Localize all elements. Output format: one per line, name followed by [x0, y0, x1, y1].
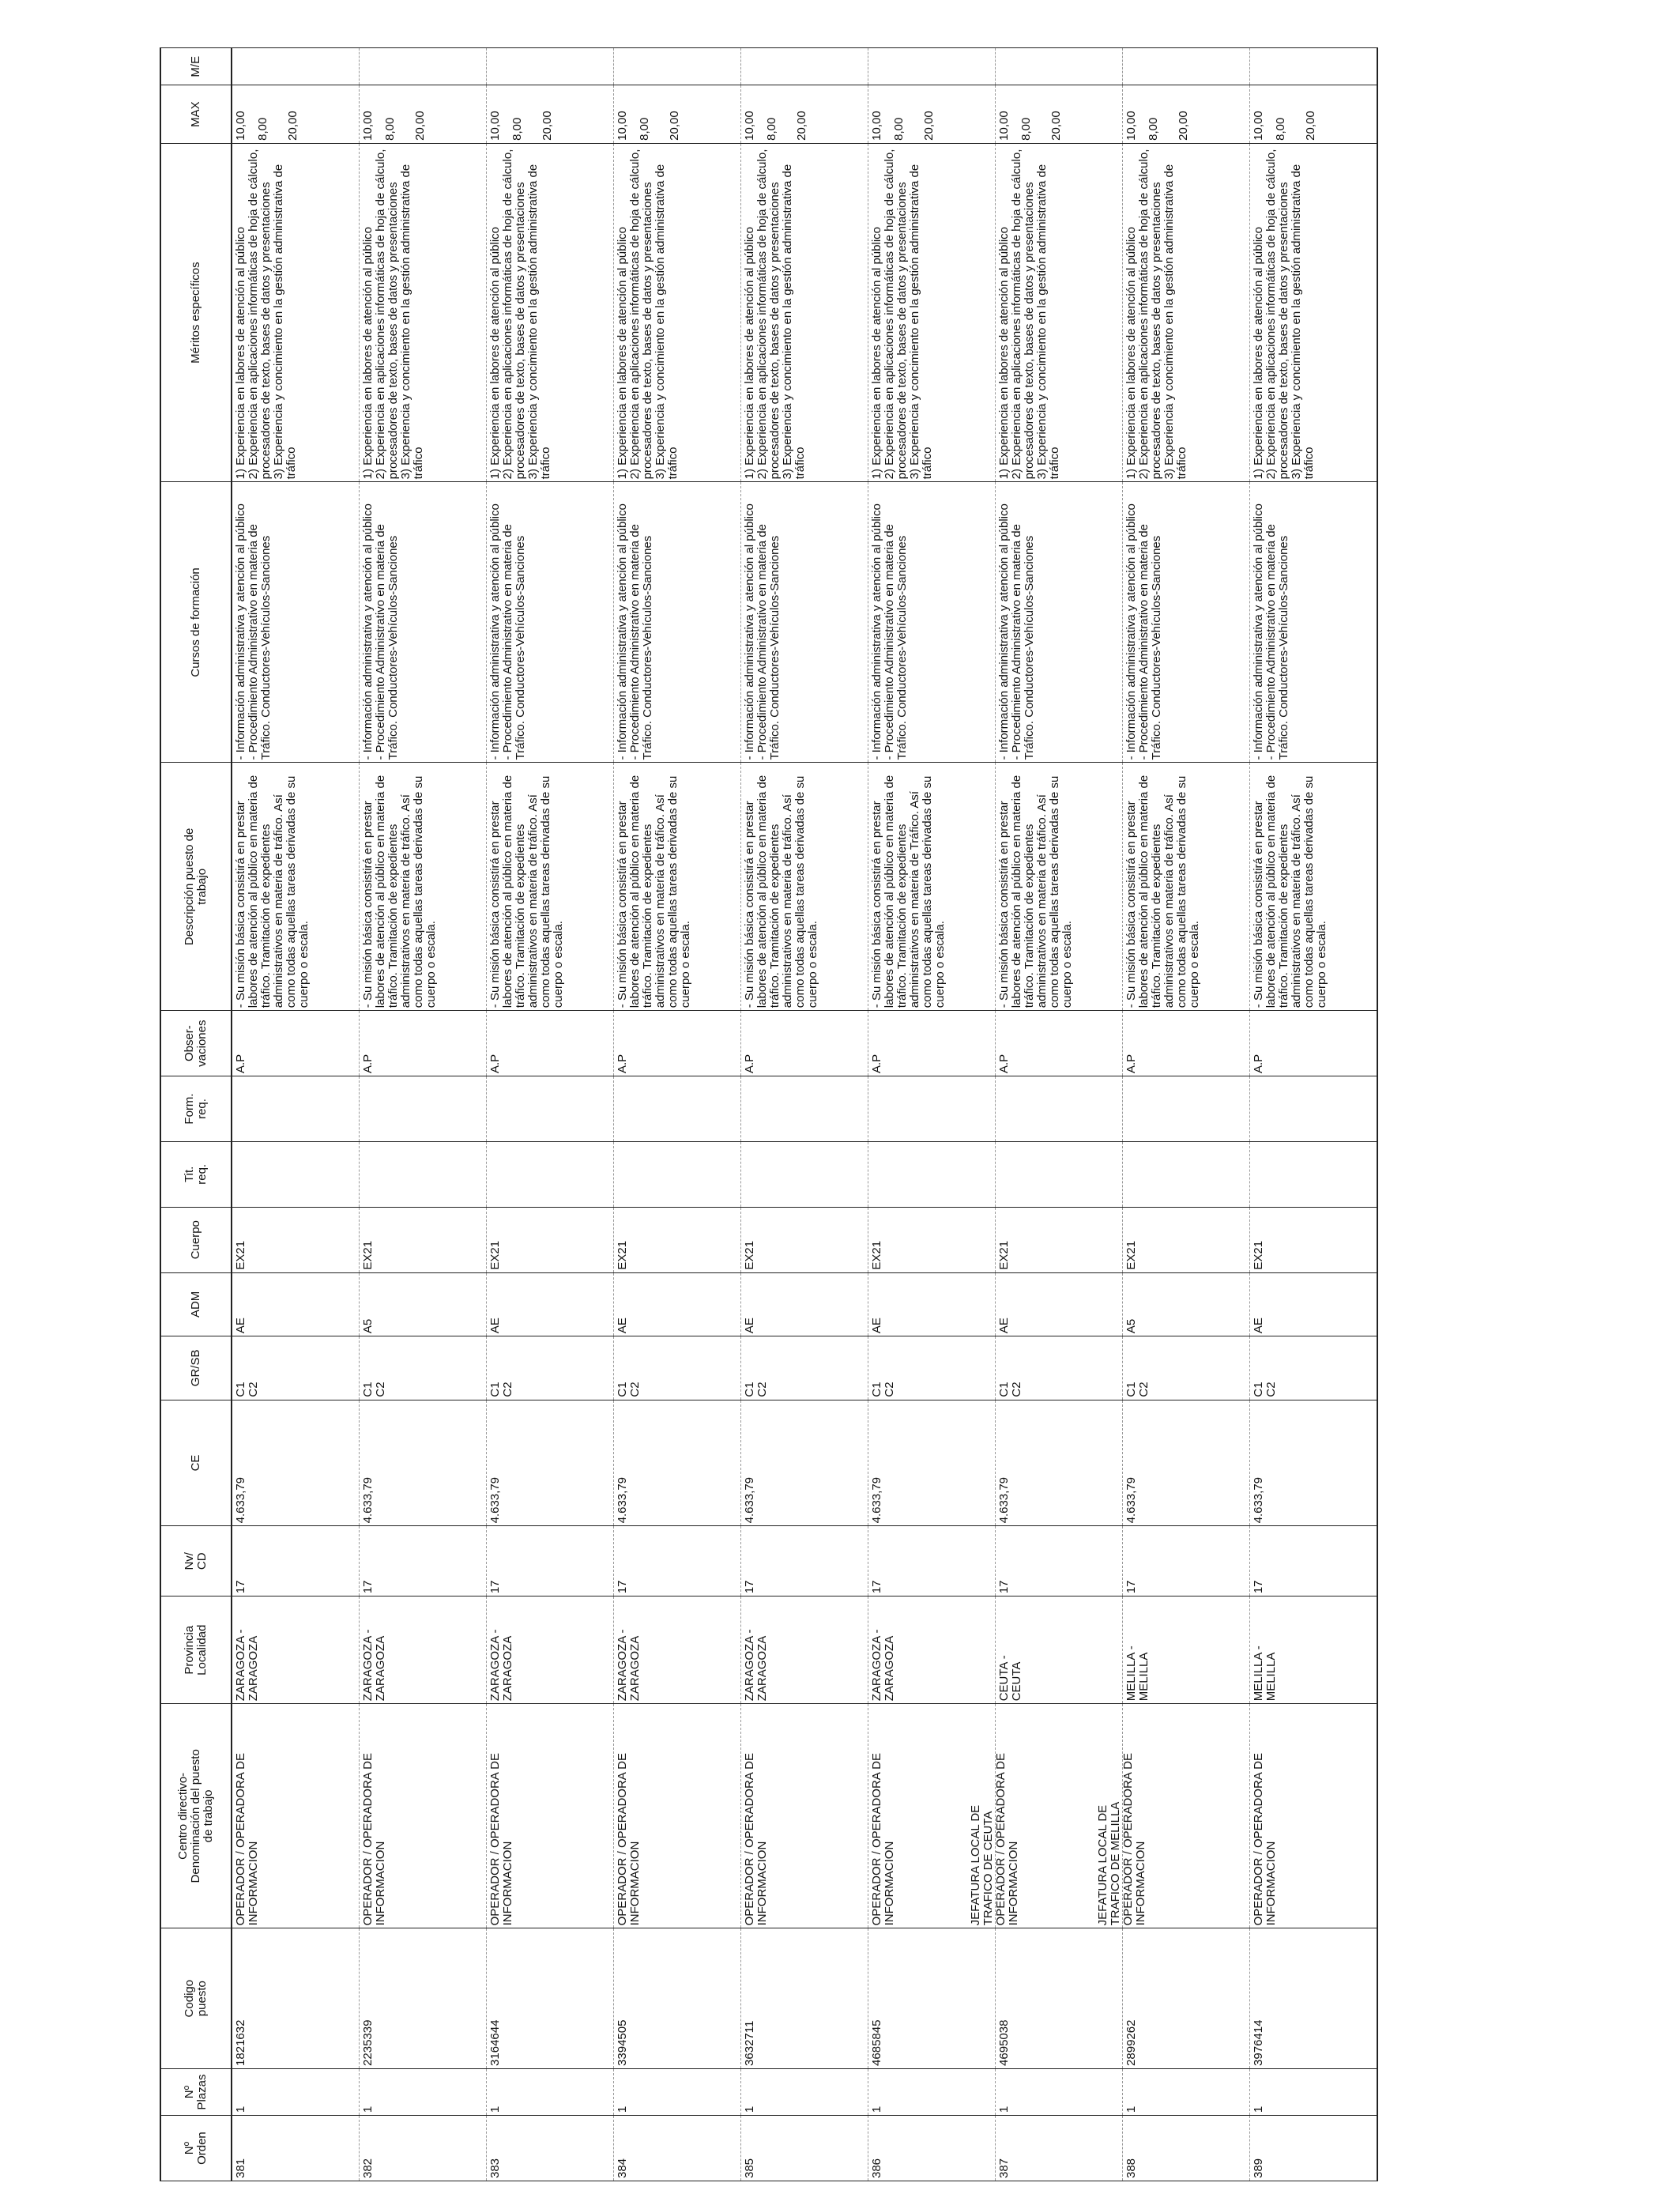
- cell-obs: A.P: [868, 1011, 996, 1076]
- centro-denominacion: OPERADOR / OPERADORA DE INFORMACION: [994, 1753, 1020, 1926]
- cell-grsb: C1 C2: [232, 1336, 360, 1400]
- cell-adm: AE: [232, 1272, 360, 1336]
- cell-adm: AE: [741, 1272, 868, 1336]
- cell-meritos: 1) Experiencia en labores de atención al público 2) Experiencia en aplicaciones informáticas de hoja de cálculo, procesadores de texto, bases de datos y presentaciones 3) Experiencia y concimiento en la gestión administrativa de tráfico: [614, 143, 741, 482]
- cell-cursos: - Información administrativa y atención al público - Procedimiento Administrativo en materia de Tráfico. Conductores-Vehículos-Sanciones: [1123, 482, 1250, 763]
- cell-plazas: 1: [232, 2068, 360, 2115]
- header-obs: Obser- vaciones: [160, 1011, 232, 1076]
- cell-plazas: 1: [1250, 2068, 1378, 2115]
- cell-orden: 384: [614, 2116, 741, 2181]
- cell-centro: [487, 1704, 614, 1928]
- cell-codigo: 3976414: [1250, 1928, 1378, 2069]
- cell-provincia: MELILLA - MELILLA: [1250, 1596, 1378, 1704]
- cell-ce: 4.633,79: [487, 1400, 614, 1526]
- job-positions-table: [160, 47, 1378, 2181]
- centro-denominacion: OPERADOR / OPERADORA DE INFORMACION: [361, 1753, 387, 1926]
- cell-obs: A.P: [232, 1011, 360, 1076]
- cell-codigo: 4695038: [996, 1928, 1123, 2069]
- cell-nivel: 17: [996, 1526, 1123, 1596]
- cell-orden: 386: [868, 2116, 996, 2181]
- cell-descripcion: - Su misión básica consistirá en prestar labores de atención al público en materia de tráfico. Tramitación de expedientes administrativos en materia de Tráfico. Así como todas aquellas tareas derivadas de su cuerpo o escala.: [868, 763, 996, 1011]
- header-provincia: Provincia Localidad: [160, 1596, 232, 1704]
- cell-grsb: C1 C2: [360, 1336, 487, 1400]
- cell-form: [1123, 1076, 1250, 1142]
- cell-form: [741, 1076, 868, 1142]
- header-cuerpo: Cuerpo: [160, 1207, 232, 1272]
- cell-tit: [487, 1141, 614, 1207]
- header-grsb: GR/SB: [160, 1336, 232, 1400]
- max-value: 8,00: [1274, 117, 1287, 141]
- cell-descripcion: - Su misión básica consistirá en prestar labores de atención al público en materia de tráfico. Tramitación de expedientes administrativos en materia de tráfico. Así como todas aquellas tareas derivadas de su cuerpo o escala.: [741, 763, 868, 1011]
- max-value: 20,00: [922, 111, 936, 141]
- cell-tit: [741, 1141, 868, 1207]
- cell-nivel: 17: [614, 1526, 741, 1596]
- max-value: 20,00: [286, 111, 299, 141]
- cell-ce: 4.633,79: [868, 1400, 996, 1526]
- cell-meritos: 1) Experiencia en labores de atención al público 2) Experiencia en aplicaciones informáticas de hoja de cálculo, procesadores de texto, bases de datos y presentaciones 3) Experiencia y concimiento en la gestión administrativa de tráfico: [360, 143, 487, 482]
- cell-cuerpo: EX21: [232, 1207, 360, 1272]
- cell-me: [868, 48, 996, 85]
- header-meritos: Méritos específicos: [160, 143, 232, 482]
- cell-cuerpo: EX21: [360, 1207, 487, 1272]
- cell-form: [232, 1076, 360, 1142]
- max-value: 10,00: [361, 111, 375, 141]
- cell-meritos: 1) Experiencia en labores de atención al público 2) Experiencia en aplicaciones informáticas de hoja de cálculo, procesadores de texto, bases de datos y presentaciones 3) Experiencia y concimiento en la gestión administrativa de tráfico: [232, 143, 360, 482]
- cell-max: [360, 85, 487, 143]
- cell-tit: [1123, 1141, 1250, 1207]
- max-value: 8,00: [765, 117, 778, 141]
- cell-adm: AE: [614, 1272, 741, 1336]
- cell-max: [614, 85, 741, 143]
- cell-cursos: - Información administrativa y atención al público - Procedimiento Administrativo en materia de Tráfico. Conductores-Vehículos-Sanciones: [741, 482, 868, 763]
- table-header: [160, 48, 232, 2181]
- cell-orden: 389: [1250, 2116, 1378, 2181]
- max-value: 20,00: [668, 111, 681, 141]
- cell-obs: A.P: [1250, 1011, 1378, 1076]
- cell-codigo: 1821632: [232, 1928, 360, 2069]
- max-value: 20,00: [1177, 111, 1190, 141]
- centro-denominacion: OPERADOR / OPERADORA DE INFORMACION: [870, 1753, 896, 1926]
- centro-denominacion: OPERADOR / OPERADORA DE INFORMACION: [1121, 1753, 1147, 1926]
- cell-grsb: C1 C2: [487, 1336, 614, 1400]
- header-form: Form. req.: [160, 1076, 232, 1142]
- cell-provincia: ZARAGOZA - ZARAGOZA: [487, 1596, 614, 1704]
- cell-descripcion: - Su misión básica consistirá en prestar labores de atención al público en materia de tráfico. Tramitación de expedientes administrativos en materia de tráfico. Así como todas aquellas tareas derivadas de su cuerpo o escala.: [1250, 763, 1378, 1011]
- max-value: 8,00: [1147, 117, 1160, 141]
- cell-nivel: 17: [487, 1526, 614, 1596]
- cell-meritos: 1) Experiencia en labores de atención al público 2) Experiencia en aplicaciones informáticas de hoja de cálculo, procesadores de texto, bases de datos y presentaciones 3) Experiencia y concimiento en la gestión administrativa de tráfico: [996, 143, 1123, 482]
- cell-cursos: - Información administrativa y atención al público - Procedimiento Administrativo en materia de Tráfico. Conductores-Vehículos-Sanciones: [868, 482, 996, 763]
- cell-max: [232, 85, 360, 143]
- cell-provincia: CEUTA - CEUTA: [996, 1596, 1123, 1704]
- cell-obs: A.P: [614, 1011, 741, 1076]
- cell-obs: A.P: [996, 1011, 1123, 1076]
- cell-meritos: 1) Experiencia en labores de atención al público 2) Experiencia en aplicaciones informáticas de hoja de cálculo, procesadores de texto, bases de datos y presentaciones 3) Experiencia y concimiento en la gestión administrativa de tráfico: [487, 143, 614, 482]
- cell-codigo: 4685845: [868, 1928, 996, 2069]
- table-row: [487, 48, 614, 2181]
- cell-grsb: C1 C2: [996, 1336, 1123, 1400]
- cell-cursos: - Información administrativa y atención al público - Procedimiento Administrativo en materia de Tráfico. Conductores-Vehículos-Sanciones: [996, 482, 1123, 763]
- cell-max: [1250, 85, 1378, 143]
- cell-form: [868, 1076, 996, 1142]
- cell-obs: A.P: [360, 1011, 487, 1076]
- max-value: 10,00: [1124, 111, 1138, 141]
- cell-nivel: 17: [741, 1526, 868, 1596]
- max-value: 20,00: [795, 111, 808, 141]
- cell-nivel: 17: [232, 1526, 360, 1596]
- cell-me: [614, 48, 741, 85]
- max-value: 8,00: [1019, 117, 1033, 141]
- cell-cursos: - Información administrativa y atención al público - Procedimiento Administrativo en materia de Tráfico. Conductores-Vehículos-Sanciones: [487, 482, 614, 763]
- cell-ce: 4.633,79: [360, 1400, 487, 1526]
- cell-plazas: 1: [996, 2068, 1123, 2115]
- max-value: 8,00: [892, 117, 906, 141]
- cell-me: [741, 48, 868, 85]
- max-value: 8,00: [383, 117, 397, 141]
- centro-jefatura: JEFATURA LOCAL DE TRAFICO DE CEUTA: [969, 1804, 995, 1926]
- table-body: [232, 48, 1377, 2181]
- cell-cursos: - Información administrativa y atención al público - Procedimiento Administrativo en materia de Tráfico. Conductores-Vehículos-Sanciones: [614, 482, 741, 763]
- cell-ce: 4.633,79: [614, 1400, 741, 1526]
- max-value: 10,00: [743, 111, 756, 141]
- centro-jefatura: JEFATURA LOCAL DE TRAFICO DE MELILLA: [1096, 1801, 1122, 1926]
- cell-orden: 382: [360, 2116, 487, 2181]
- cell-plazas: 1: [1123, 2068, 1250, 2115]
- table-row: [741, 48, 868, 2181]
- cell-max: [1123, 85, 1250, 143]
- cell-provincia: ZARAGOZA - ZARAGOZA: [360, 1596, 487, 1704]
- max-value: 10,00: [234, 111, 247, 141]
- cell-plazas: 1: [360, 2068, 487, 2115]
- header-max: MAX: [160, 85, 232, 143]
- cell-form: [1250, 1076, 1378, 1142]
- cell-cuerpo: EX21: [868, 1207, 996, 1272]
- cell-form: [614, 1076, 741, 1142]
- cell-max: [996, 85, 1123, 143]
- cell-descripcion: - Su misión básica consistirá en prestar labores de atención al público en materia de tráfico. Tramitación de expedientes administrativos en materia de tráfico. Así como todas aquellas tareas derivadas de su cuerpo o escala.: [360, 763, 487, 1011]
- cell-tit: [868, 1141, 996, 1207]
- cell-me: [360, 48, 487, 85]
- cell-provincia: MELILLA - MELILLA: [1123, 1596, 1250, 1704]
- cell-adm: AE: [487, 1272, 614, 1336]
- cell-adm: AE: [996, 1272, 1123, 1336]
- cell-cursos: - Información administrativa y atención al público - Procedimiento Administrativo en materia de Tráfico. Conductores-Vehículos-Sanciones: [1250, 482, 1378, 763]
- cell-meritos: 1) Experiencia en labores de atención al público 2) Experiencia en aplicaciones informáticas de hoja de cálculo, procesadores de texto, bases de datos y presentaciones 3) Experiencia y concimiento en la gestión administrativa de tráfico: [868, 143, 996, 482]
- cell-cuerpo: EX21: [1250, 1207, 1378, 1272]
- cell-orden: 383: [487, 2116, 614, 2181]
- cell-plazas: 1: [487, 2068, 614, 2115]
- cell-max: [868, 85, 996, 143]
- cell-orden: 385: [741, 2116, 868, 2181]
- cell-descripcion: - Su misión básica consistirá en prestar labores de atención al público en materia de tráfico. Tramitación de expedientes administrativos en materia de tráfico. Así como todas aquellas tareas derivadas de su cuerpo o escala.: [1123, 763, 1250, 1011]
- cell-obs: A.P: [1123, 1011, 1250, 1076]
- max-value: 10,00: [870, 111, 883, 141]
- cell-ce: 4.633,79: [232, 1400, 360, 1526]
- centro-denominacion: OPERADOR / OPERADORA DE INFORMACION: [488, 1753, 514, 1926]
- table-row: [1123, 48, 1250, 2181]
- cell-ce: 4.633,79: [996, 1400, 1123, 1526]
- cell-tit: [1250, 1141, 1378, 1207]
- header-nivel: Nv/ CD: [160, 1526, 232, 1596]
- header-cursos: Cursos de formación: [160, 482, 232, 763]
- cell-meritos: 1) Experiencia en labores de atención al público 2) Experiencia en aplicaciones informáticas de hoja de cálculo, procesadores de texto, bases de datos y presentaciones 3) Experiencia y concimiento en la gestión administrativa de tráfico: [1123, 143, 1250, 482]
- cell-cuerpo: EX21: [487, 1207, 614, 1272]
- cell-descripcion: - Su misión básica consistirá en prestar labores de atención al público en materia de tráfico. Tramitación de expedientes administrativos en materia de tráfico. Así como todas aquellas tareas derivadas de su cuerpo o escala.: [487, 763, 614, 1011]
- cell-descripcion: - Su misión básica consistirá en prestar labores de atención al público en materia de tráfico. Tramitación de expedientes administrativos en materia de tráfico. Así como todas aquellas tareas derivadas de su cuerpo o escala.: [996, 763, 1123, 1011]
- cell-adm: A5: [1123, 1272, 1250, 1336]
- cell-centro: [360, 1704, 487, 1928]
- cell-codigo: 2235339: [360, 1928, 487, 2069]
- cell-cursos: - Información administrativa y atención al público - Procedimiento Administrativo en materia de Tráfico. Conductores-Vehículos-Sanciones: [232, 482, 360, 763]
- cell-me: [232, 48, 360, 85]
- cell-provincia: ZARAGOZA - ZARAGOZA: [614, 1596, 741, 1704]
- cell-me: [1123, 48, 1250, 85]
- max-value: 20,00: [541, 111, 554, 141]
- cell-nivel: 17: [1250, 1526, 1378, 1596]
- cell-meritos: 1) Experiencia en labores de atención al público 2) Experiencia en aplicaciones informáticas de hoja de cálculo, procesadores de texto, bases de datos y presentaciones 3) Experiencia y concimiento en la gestión administrativa de tráfico: [1250, 143, 1378, 482]
- cell-nivel: 17: [1123, 1526, 1250, 1596]
- cell-tit: [996, 1141, 1123, 1207]
- cell-plazas: 1: [614, 2068, 741, 2115]
- table-row: [614, 48, 741, 2181]
- rotated-document-page: [160, 47, 1680, 2181]
- cell-cuerpo: EX21: [741, 1207, 868, 1272]
- max-value: 8,00: [256, 117, 269, 141]
- cell-adm: AE: [1250, 1272, 1378, 1336]
- cell-form: [487, 1076, 614, 1142]
- cell-provincia: ZARAGOZA - ZARAGOZA: [232, 1596, 360, 1704]
- cell-grsb: C1 C2: [614, 1336, 741, 1400]
- cell-meritos: 1) Experiencia en labores de atención al público 2) Experiencia en aplicaciones informáticas de hoja de cálculo, procesadores de texto, bases de datos y presentaciones 3) Experiencia y concimiento en la gestión administrativa de tráfico: [741, 143, 868, 482]
- header-descripcion: Descripción puesto de trabajo: [160, 763, 232, 1011]
- cell-obs: A.P: [741, 1011, 868, 1076]
- cell-cuerpo: EX21: [996, 1207, 1123, 1272]
- header-orden: Nº Orden: [160, 2116, 232, 2181]
- centro-denominacion: OPERADOR / OPERADORA DE INFORMACION: [743, 1753, 769, 1926]
- cell-descripcion: - Su misión básica consistirá en prestar labores de atención al público en materia de tráfico. Tramitación de expedientes administrativos en materia de tráfico. Así como todas aquellas tareas derivadas de su cuerpo o escala.: [614, 763, 741, 1011]
- cell-codigo: 3632711: [741, 1928, 868, 2069]
- cell-cursos: - Información administrativa y atención al público - Procedimiento Administrativo en materia de Tráfico. Conductores-Vehículos-Sanciones: [360, 482, 487, 763]
- cell-obs: A.P: [487, 1011, 614, 1076]
- cell-me: [1250, 48, 1378, 85]
- cell-codigo: 2899262: [1123, 1928, 1250, 2069]
- cell-centro: [741, 1704, 868, 1928]
- header-tit: Tit. req.: [160, 1141, 232, 1207]
- cell-codigo: 3394505: [614, 1928, 741, 2069]
- cell-provincia: ZARAGOZA - ZARAGOZA: [868, 1596, 996, 1704]
- max-value: 20,00: [1049, 111, 1063, 141]
- max-value: 10,00: [1252, 111, 1265, 141]
- cell-tit: [232, 1141, 360, 1207]
- centro-denominacion: OPERADOR / OPERADORA DE INFORMACION: [616, 1753, 642, 1926]
- cell-grsb: C1 C2: [868, 1336, 996, 1400]
- table-row: [360, 48, 487, 2181]
- cell-plazas: 1: [741, 2068, 868, 2115]
- cell-orden: 388: [1123, 2116, 1250, 2181]
- max-value: 20,00: [1304, 111, 1317, 141]
- cell-adm: AE: [868, 1272, 996, 1336]
- cell-codigo: 3164644: [487, 1928, 614, 2069]
- max-value: 8,00: [510, 117, 524, 141]
- max-value: 10,00: [616, 111, 629, 141]
- centro-denominacion: OPERADOR / OPERADORA DE INFORMACION: [1252, 1753, 1278, 1926]
- max-value: 10,00: [488, 111, 502, 141]
- header-codigo: Codigo puesto: [160, 1928, 232, 2069]
- cell-orden: 381: [232, 2116, 360, 2181]
- table-row: [232, 48, 360, 2181]
- header-centro: Centro directivo- Denominación del puesto de trabajo: [160, 1704, 232, 1928]
- cell-me: [487, 48, 614, 85]
- cell-cuerpo: EX21: [614, 1207, 741, 1272]
- cell-centro: [1250, 1704, 1378, 1928]
- cell-grsb: C1 C2: [741, 1336, 868, 1400]
- max-value: 20,00: [413, 111, 427, 141]
- cell-provincia: ZARAGOZA - ZARAGOZA: [741, 1596, 868, 1704]
- cell-max: [741, 85, 868, 143]
- cell-tit: [614, 1141, 741, 1207]
- cell-form: [360, 1076, 487, 1142]
- cell-centro: [1096, 1704, 1250, 1928]
- cell-me: [996, 48, 1123, 85]
- cell-cuerpo: EX21: [1123, 1207, 1250, 1272]
- cell-nivel: 17: [868, 1526, 996, 1596]
- cell-ce: 4.633,79: [741, 1400, 868, 1526]
- header-ce: CE: [160, 1400, 232, 1526]
- cell-orden: 387: [996, 2116, 1123, 2181]
- cell-descripcion: - Su misión básica consistirá en prestar labores de atención al público en materia de tráfico. Tramitación de expedientes administrativos en materia de tráfico. Así como todas aquellas tareas derivadas de su cuerpo o escala.: [232, 763, 360, 1011]
- table-row: [1250, 48, 1378, 2181]
- max-value: 8,00: [638, 117, 651, 141]
- header-plazas: Nº Plazas: [160, 2068, 232, 2115]
- cell-grsb: C1 C2: [1123, 1336, 1250, 1400]
- cell-tit: [360, 1141, 487, 1207]
- header-adm: ADM: [160, 1272, 232, 1336]
- cell-grsb: C1 C2: [1250, 1336, 1378, 1400]
- cell-centro: [232, 1704, 360, 1928]
- cell-form: [996, 1076, 1123, 1142]
- cell-nivel: 17: [360, 1526, 487, 1596]
- centro-denominacion: OPERADOR / OPERADORA DE INFORMACION: [234, 1753, 260, 1926]
- cell-max: [487, 85, 614, 143]
- cell-centro: [614, 1704, 741, 1928]
- header-me: M/E: [160, 48, 232, 85]
- cell-adm: A5: [360, 1272, 487, 1336]
- cell-plazas: 1: [868, 2068, 996, 2115]
- cell-ce: 4.633,79: [1250, 1400, 1378, 1526]
- cell-ce: 4.633,79: [1123, 1400, 1250, 1526]
- max-value: 10,00: [997, 111, 1011, 141]
